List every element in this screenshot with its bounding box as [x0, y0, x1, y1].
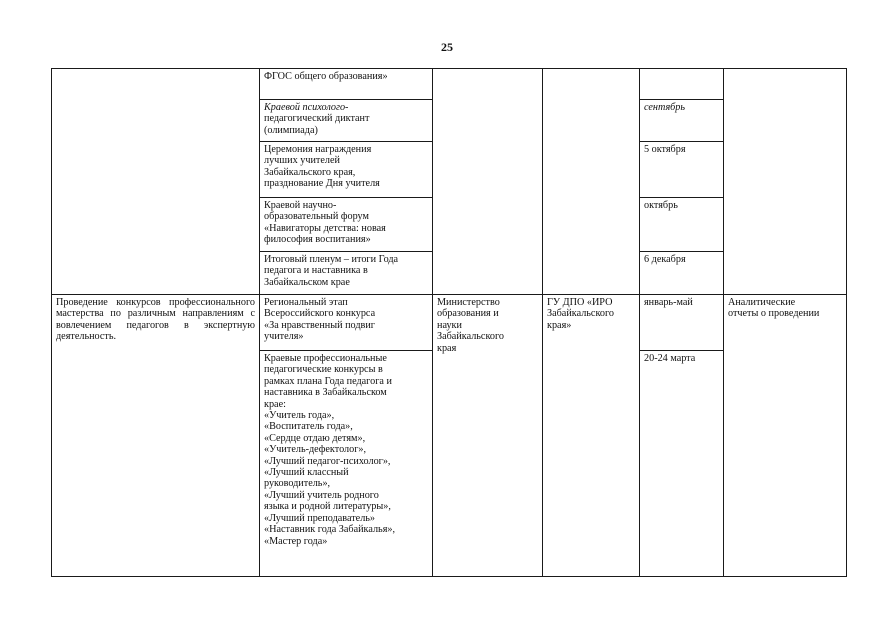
date-cell: сентябрь: [640, 100, 724, 142]
responsible-line: края: [437, 342, 457, 354]
event-line: «Мастер года»: [264, 535, 328, 547]
event-line: педагогические конкурсы в: [264, 364, 383, 376]
event-line: «Воспитатель года»,: [264, 421, 353, 433]
executor-line: ГУ ДПО «ИРО: [547, 297, 613, 308]
date-cell: [640, 69, 724, 100]
event-line: «Учитель года»,: [264, 410, 335, 422]
event-cell: [260, 295, 433, 351]
event-line: языка и родной литературы»,: [264, 501, 391, 513]
event-line: Краевой научно-: [264, 200, 337, 211]
table-row: [52, 295, 847, 351]
event-cell: [260, 252, 433, 295]
event-line: Всероссийского конкурса: [264, 308, 376, 320]
responsible-line: образования и: [437, 308, 499, 320]
executor-cell: [543, 69, 640, 295]
event-line: лучших учителей: [264, 155, 340, 167]
event-line: «Лучший педагог-психолог»,: [264, 455, 391, 467]
result-line: Аналитические: [728, 297, 796, 308]
date-cell: 5 октября: [640, 142, 724, 198]
executor-line: Забайкальского: [547, 308, 614, 320]
event-line: руководитель»,: [264, 478, 331, 490]
activity-text: Проведение конкурсов профессионального мастерства по различным направлениям с вовлечением педагогов в экспертную деятельность.: [56, 297, 255, 343]
page-number: 25: [441, 40, 453, 54]
date-cell: октябрь: [640, 198, 724, 252]
date-cell: январь-май: [640, 295, 724, 351]
event-line: философия воспитания»: [264, 234, 371, 246]
responsible-cell: [433, 69, 543, 295]
event-line: «Лучший учитель родного: [264, 489, 379, 501]
event-line: «За нравственный подвиг: [264, 319, 375, 331]
event-line: «Наставник года Забайкалья»,: [264, 524, 396, 536]
event-line: «Навигаторы детства: новая: [264, 222, 386, 234]
table-row: [52, 69, 847, 100]
event-line: Итоговый пленум – итоги Года: [264, 254, 399, 265]
responsible-line: науки: [437, 319, 462, 331]
date-cell: 6 декабря: [640, 252, 724, 295]
event-line: ФГОС общего образования»: [264, 71, 388, 82]
event-line: «Лучший преподаватель»: [264, 512, 376, 524]
event-line: педагогический диктант: [264, 113, 370, 125]
event-cell: [260, 198, 433, 252]
event-line: Региональный этап: [264, 297, 348, 308]
event-line: образовательный форум: [264, 211, 369, 223]
event-line: наставника в Забайкальском: [264, 387, 387, 399]
event-line: празднование Дня учителя: [264, 178, 380, 190]
event-line: «Сердце отдаю детям»,: [264, 432, 366, 444]
responsible-cell: [433, 295, 543, 577]
result-cell: [724, 69, 847, 295]
executor-line: края»: [547, 319, 572, 331]
event-line: «Учитель-дефектолог»,: [264, 444, 367, 456]
executor-cell: [543, 295, 640, 577]
event-line: Краевые профессиональные: [264, 353, 387, 364]
activity-plan-table: [51, 68, 847, 577]
result-cell: [724, 295, 847, 577]
event-line: учителя»: [264, 331, 304, 343]
event-line: Забайкальского края,: [264, 166, 356, 178]
activity-cell: [52, 295, 260, 577]
event-cell: [260, 142, 433, 198]
result-line: отчеты о проведении: [728, 308, 820, 320]
event-cell: [260, 100, 433, 142]
event-line: «Лучший классный: [264, 467, 349, 479]
event-line: рамках плана Года педагога и: [264, 375, 392, 387]
event-line: Забайкальском крае: [264, 276, 350, 288]
event-cell: [260, 351, 433, 577]
activity-cell: [52, 69, 260, 295]
event-line: педагога и наставника в: [264, 265, 368, 277]
event-line: крае:: [264, 398, 286, 410]
event-line: Краевой психолого-: [264, 102, 349, 113]
event-cell: [260, 69, 433, 100]
responsible-line: Министерство: [437, 297, 500, 308]
date-cell: 20-24 марта: [640, 351, 724, 577]
event-line: (олимпиада): [264, 124, 318, 136]
responsible-line: Забайкальского: [437, 331, 504, 343]
event-line: Церемония награждения: [264, 144, 372, 155]
